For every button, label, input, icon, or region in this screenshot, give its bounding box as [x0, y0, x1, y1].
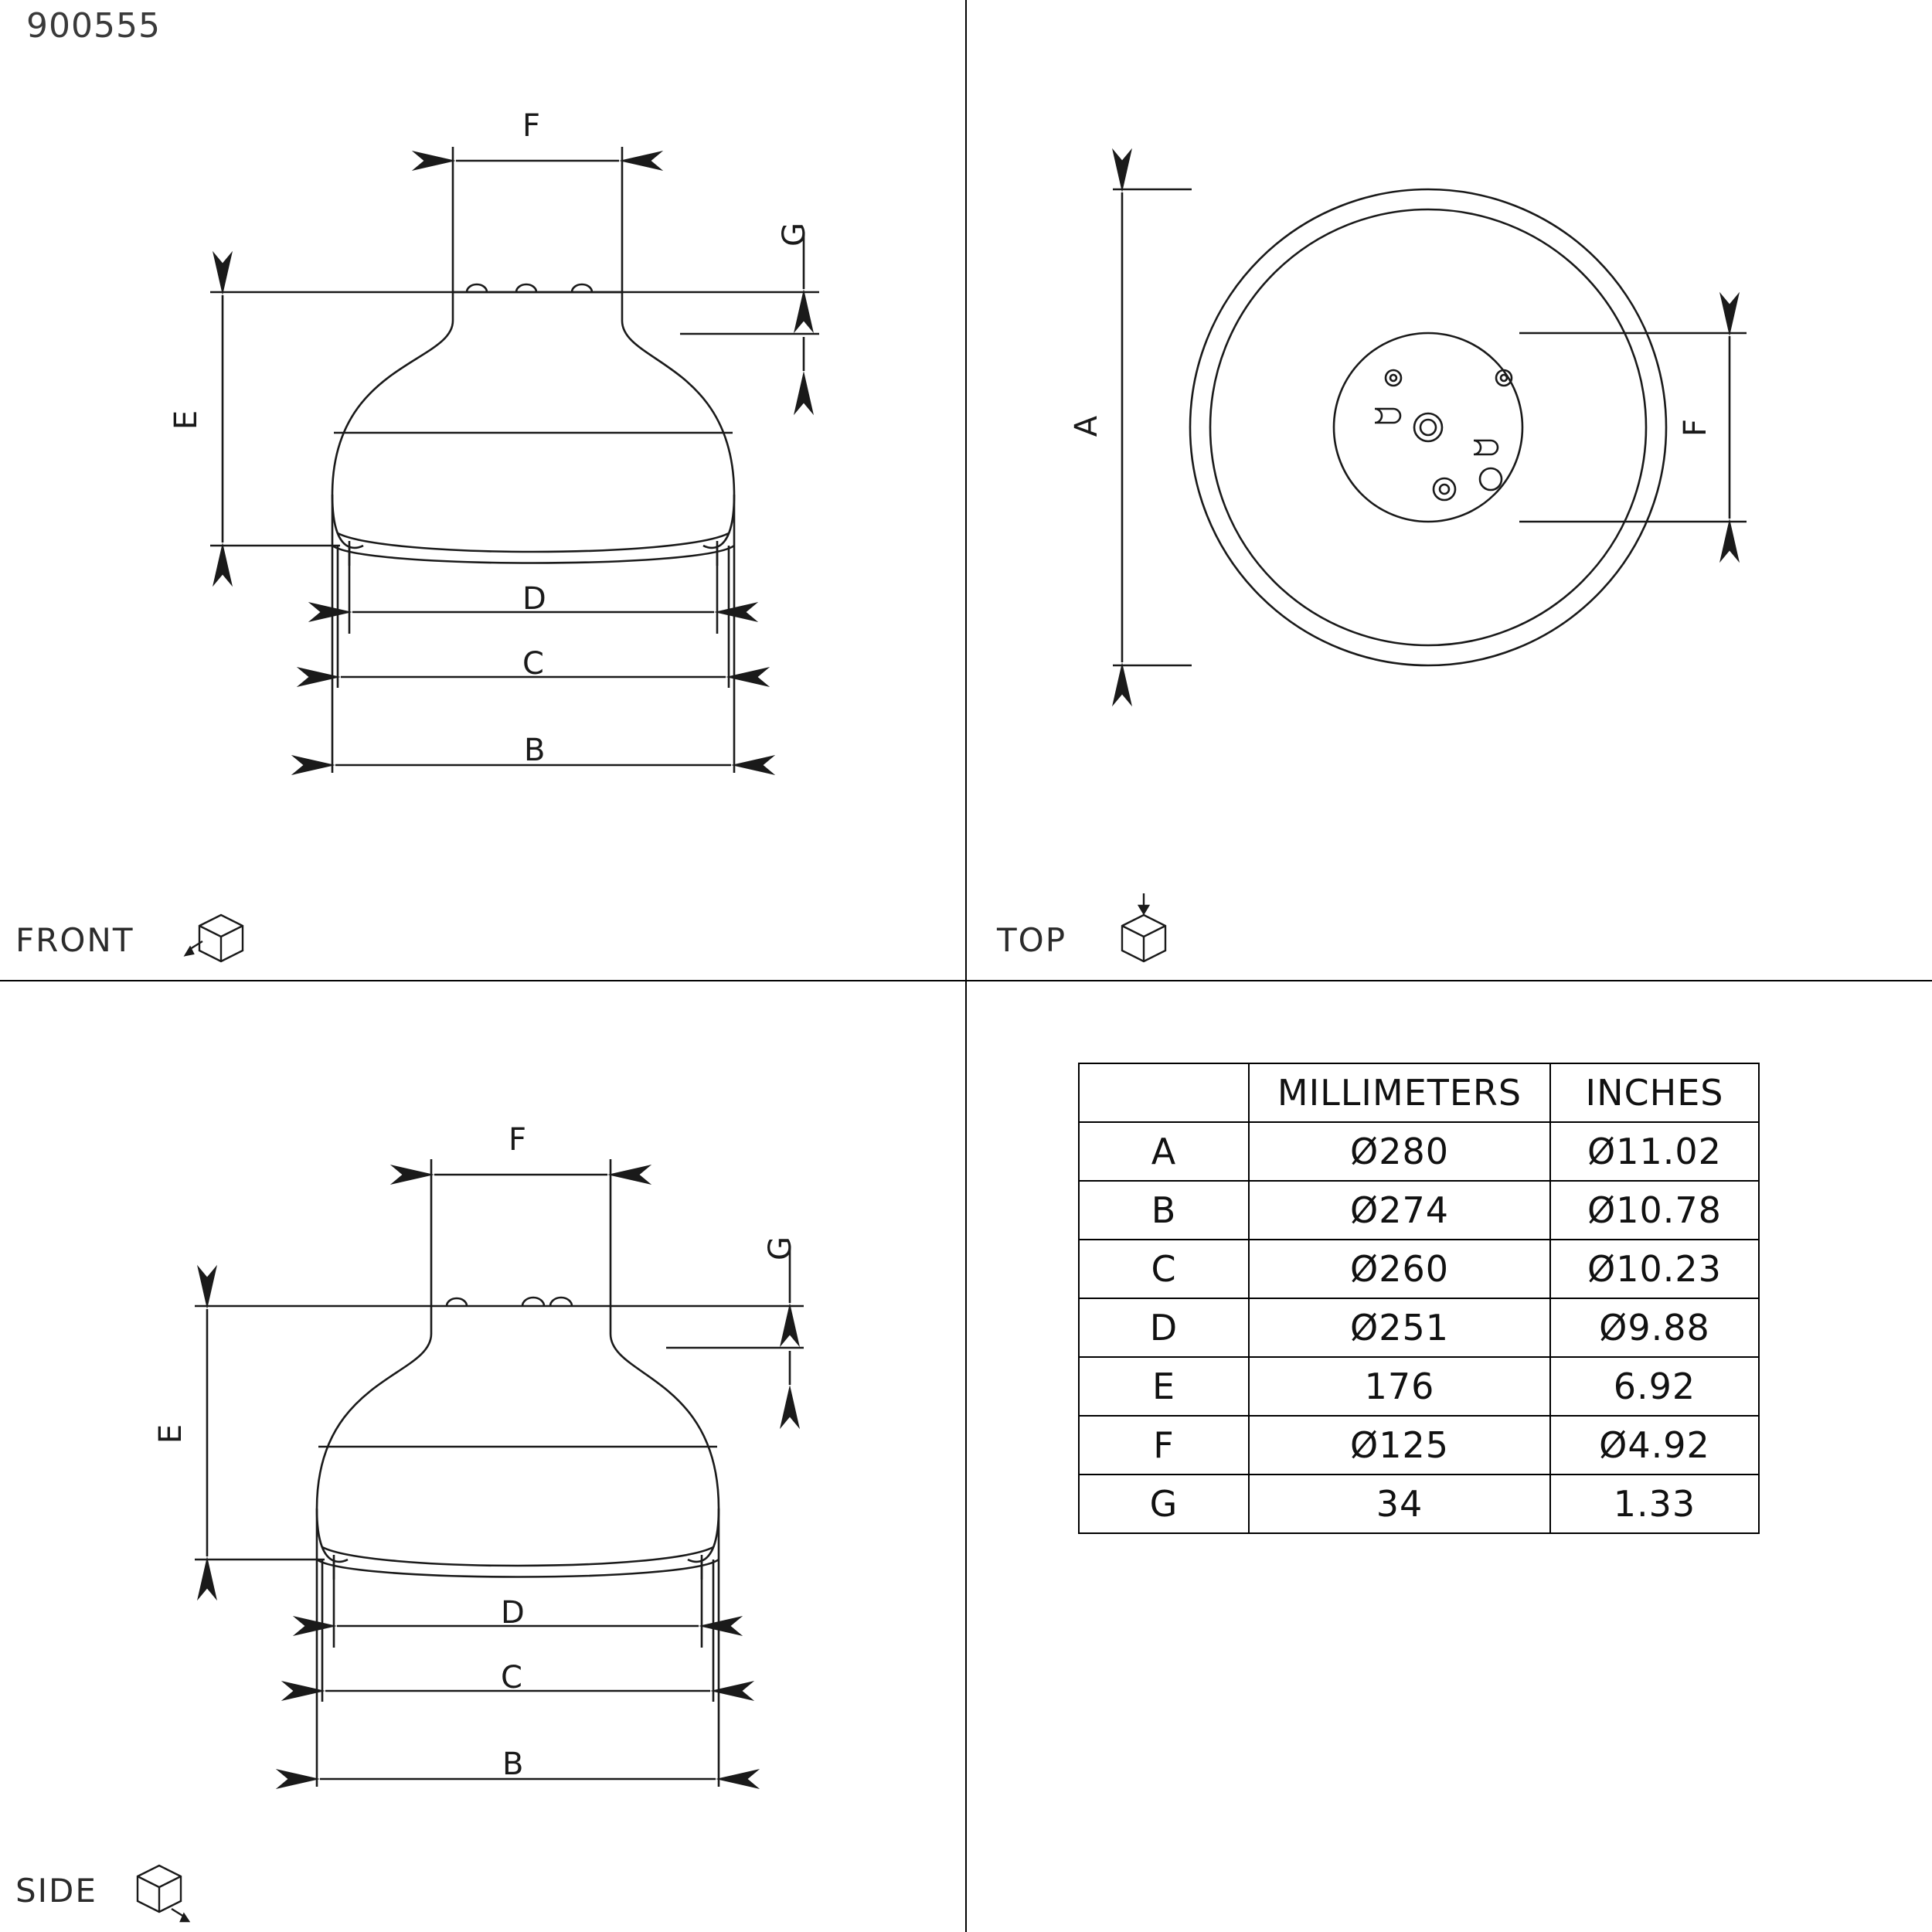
- table-row: [1079, 1122, 1759, 1181]
- front-view-geometry: [332, 284, 734, 566]
- table-header-blank: [1079, 1063, 1249, 1122]
- side-dim-label-D: D: [501, 1595, 526, 1631]
- top-dim-A: [1113, 189, 1192, 665]
- top-dim-label-A: A: [1069, 414, 1105, 437]
- table-cell-key: F: [1079, 1416, 1249, 1475]
- front-dim-label-D: D: [522, 581, 547, 617]
- front-dim-G: [622, 232, 819, 371]
- table-row: [1079, 1240, 1759, 1298]
- side-dim-label-C: C: [501, 1660, 523, 1696]
- front-dim-label-B: B: [524, 733, 546, 768]
- table-cell-in: 1.33: [1550, 1475, 1759, 1533]
- table-row: [1079, 1416, 1759, 1475]
- front-dim-label-F: F: [522, 108, 542, 144]
- table-cell-in: 6.92: [1550, 1357, 1759, 1416]
- side-dim-G: [611, 1246, 804, 1385]
- table-cell-mm: Ø125: [1249, 1416, 1550, 1475]
- part-number: 900555: [26, 6, 161, 46]
- front-dim-label-E: E: [168, 409, 205, 430]
- side-dim-label-B: B: [502, 1747, 525, 1782]
- table-cell-key: B: [1079, 1181, 1249, 1240]
- top-dim-label-F: F: [1678, 417, 1714, 437]
- table-cell-in: Ø9.88: [1550, 1298, 1759, 1357]
- vertical-divider: [965, 0, 967, 1932]
- side-view-icon: [138, 1866, 189, 1921]
- table-header-row: [1079, 1063, 1759, 1122]
- table-cell-mm: 176: [1249, 1357, 1550, 1416]
- table-cell-key: D: [1079, 1298, 1249, 1357]
- table-cell-key: E: [1079, 1357, 1249, 1416]
- table-cell-mm: 34: [1249, 1475, 1550, 1533]
- view-label-side: SIDE: [15, 1872, 97, 1910]
- table-header-inches: INCHES: [1550, 1063, 1759, 1122]
- table-row: [1079, 1357, 1759, 1416]
- table-row: [1079, 1181, 1759, 1240]
- top-view-geometry: [1190, 189, 1666, 665]
- front-dim-label-G: G: [777, 222, 812, 247]
- table-cell-in: Ø10.23: [1550, 1240, 1759, 1298]
- side-dim-label-G: G: [763, 1236, 798, 1260]
- table-cell-mm: Ø274: [1249, 1181, 1550, 1240]
- side-dim-E: [195, 1306, 431, 1560]
- side-view-geometry: [317, 1298, 719, 1580]
- side-dim-label-E: E: [153, 1423, 189, 1444]
- front-dim-E: [210, 292, 453, 546]
- view-label-front: FRONT: [15, 921, 134, 959]
- horizontal-divider: [0, 980, 1932, 981]
- top-view-icon: [1122, 893, 1165, 961]
- front-view-icon: [185, 915, 243, 961]
- table-row: [1079, 1298, 1759, 1357]
- table-cell-key: C: [1079, 1240, 1249, 1298]
- table-cell-key: G: [1079, 1475, 1249, 1533]
- table-header-millimeters: MILLIMETERS: [1249, 1063, 1550, 1122]
- dimension-table: [1078, 1063, 1760, 1534]
- table-cell-in: Ø10.78: [1550, 1181, 1759, 1240]
- side-dim-F: [431, 1159, 611, 1306]
- table-cell-in: Ø11.02: [1550, 1122, 1759, 1181]
- table-cell-in: Ø4.92: [1550, 1416, 1759, 1475]
- front-dim-label-C: C: [522, 646, 545, 682]
- table-row: [1079, 1475, 1759, 1533]
- table-cell-mm: Ø280: [1249, 1122, 1550, 1181]
- view-label-top: TOP: [997, 921, 1067, 959]
- table-cell-mm: Ø260: [1249, 1240, 1550, 1298]
- table-cell-mm: Ø251: [1249, 1298, 1550, 1357]
- side-dim-label-F: F: [509, 1122, 528, 1158]
- front-dim-F: [453, 147, 622, 292]
- table-cell-key: A: [1079, 1122, 1249, 1181]
